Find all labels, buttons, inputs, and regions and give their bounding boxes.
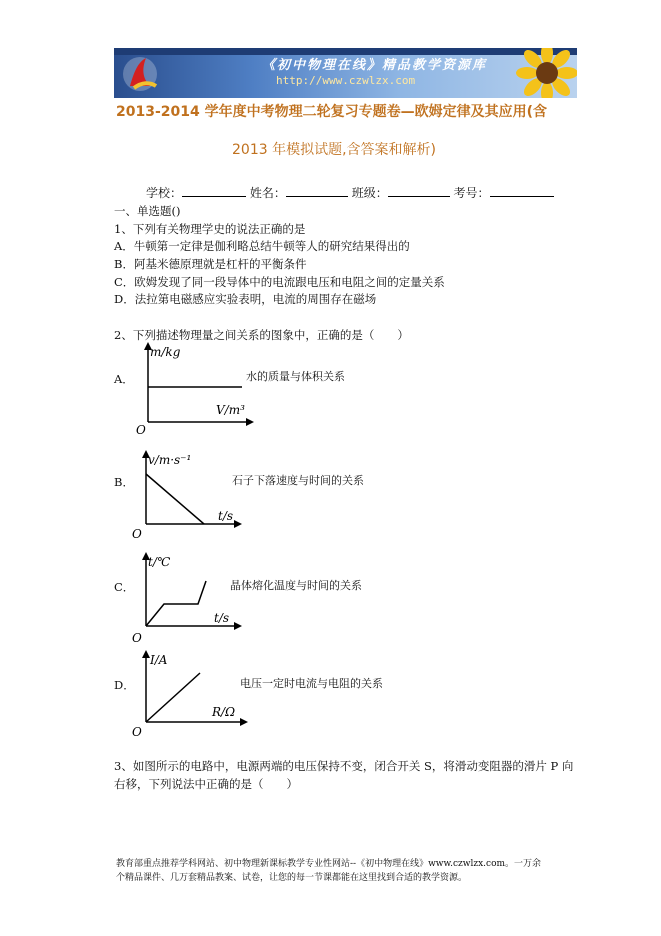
x-axis-arrow [234,622,242,630]
x-axis-label: t/s [214,611,230,625]
q2-option-c-letter: C． [114,580,135,594]
footer-line1: 教育部重点推荐学科网站、初中物理新课标教学专业性网站--《初中物理在线》www.czwlzx.com。一万余 [116,859,542,869]
y-axis-arrow [142,650,150,658]
y-axis-label: I/A [150,653,168,667]
q2-option-c-desc: 晶体熔化温度与时间的关系 [230,579,362,592]
x-axis-arrow [234,520,242,528]
q2-graph-a [128,340,268,436]
footer-line2: 个精品课件、几万套精品教案、试卷，让您的每一节课都能在这里找到合适的教学资源。 [116,873,468,883]
y-axis-label: m/kg [150,345,181,359]
document-title: 2013-2014 学年度中考物理二轮复习专题卷—欧姆定律及其应用(含 [116,104,548,120]
q2-option-d-letter: D． [114,678,135,692]
y-axis-label: v/m·s⁻¹ [148,453,192,467]
x-axis-arrow [240,718,248,726]
document-subtitle: 2013 年模拟试题,含答案和解析) [232,142,436,158]
q1-option-b: B．阿基米德原理就是杠杆的平衡条件 [114,257,307,271]
header-banner [114,48,577,98]
q2-graph-c [126,548,266,644]
banner-title: 《初中物理在线》精品教学资源库 [262,58,488,73]
name-field[interactable] [286,185,348,197]
origin-label: O [132,725,142,739]
graph-line [146,474,204,524]
q1-option-d: D．法拉第电磁感应实验表明，电流的周围存在磁场 [114,292,377,306]
x-axis-label: R/Ω [212,705,236,719]
q2-option-a-letter: A． [114,372,134,386]
y-axis-label: t/℃ [148,555,171,569]
exam-number-field[interactable] [490,185,554,197]
class-field[interactable] [388,185,450,197]
q2-stem: 2、下列描述物理量之间关系的图象中，正确的是（ ） [114,328,409,342]
q3-stem-line1: 3、如图所示的电路中，电源两端的电压保持不变，闭合开关 S，将滑动变阻器的滑片 P 向 [114,759,574,773]
q3-stem-line2: 右移，下列说法中正确的是（ ） [114,777,298,791]
x-axis-arrow [246,418,254,426]
q2-graph-b [126,446,266,542]
q1-option-c: C．欧姆发现了同一段导体中的电流跟电压和电阻之间的定量关系 [114,275,445,289]
section-heading: 一、单选题() [114,204,181,218]
q2-graph-d [126,646,266,742]
x-axis-label: t/s [218,509,234,523]
x-axis-label: V/m³ [216,403,245,417]
site-logo-icon [120,52,160,94]
q1-stem: 1、下列有关物理学史的说法正确的是 [114,222,306,236]
origin-label: O [136,423,146,436]
origin-label: O [132,631,142,644]
sunflower-icon [516,48,577,98]
origin-label: O [132,527,142,541]
graph-line [146,581,206,626]
school-label: 学校： [146,186,183,200]
graph-line [146,673,200,722]
q2-option-d-desc: 电压一定时电流与电阻的关系 [240,677,383,690]
q1-option-a: A．牛顿第一定律是伽利略总结牛顿等人的研究结果得出的 [114,239,410,253]
class-label: 班级： [351,186,388,200]
q2-option-b-desc: 石子下落速度与时间的关系 [232,474,364,487]
q2-option-a-desc: 水的质量与体积关系 [246,370,345,383]
name-label: 姓名： [249,186,286,200]
student-info-line [146,184,554,201]
q2-option-b-letter: B． [114,475,134,489]
exam-number-label: 考号： [453,186,490,200]
school-field[interactable] [182,185,246,197]
banner-url: http://www.czwlzx.com [276,74,416,87]
